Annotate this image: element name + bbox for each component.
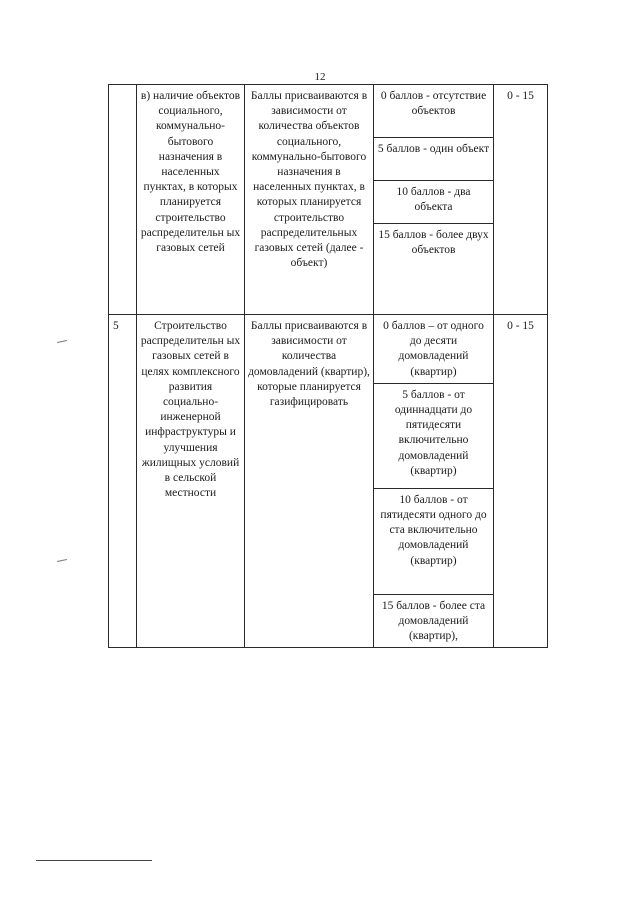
page-number: 12 xyxy=(314,71,326,83)
points-option-cell: 5 баллов - один объект xyxy=(374,138,494,181)
points-option-cell: 15 баллов - более двух объектов xyxy=(374,224,494,315)
table-row xyxy=(109,315,548,384)
points-option-cell: 15 баллов - более ста домовладений (квартир), xyxy=(374,594,494,648)
points-option-cell: 5 баллов - от одиннадцати до пятидесяти включительно домовладений (квартир) xyxy=(374,383,494,488)
table-row xyxy=(109,85,548,138)
row-number-cell xyxy=(109,85,137,315)
points-range-cell: 0 - 15 xyxy=(494,315,548,648)
criterion-name-cell: Строительство распределительн ых газовых сетей в целях комплексного развития социально-инженерной инфраструктуры и улучшения жилищных условий в сельской местности xyxy=(137,315,245,648)
points-option-cell: 0 баллов – от одного до десяти домовладений (квартир) xyxy=(374,315,494,384)
criterion-name-cell: в) наличие объектов социального, коммунально-бытового назначения в населенных пунктах, в которых планируется строительство распределительн ых газовых сетей xyxy=(137,85,245,315)
points-range-cell: 0 - 15 xyxy=(494,85,548,315)
points-option-cell: 10 баллов - от пятидесяти одного до ста включительно домовладений (квартир) xyxy=(374,488,494,594)
criteria-table xyxy=(108,84,548,648)
points-option-cell: 0 баллов - отсутствие объектов xyxy=(374,85,494,138)
criterion-description-cell: Баллы присваиваются в зависимости от количества домовладений (квартир), которые планируется газифицировать xyxy=(245,315,374,648)
footer-rule xyxy=(36,860,152,861)
footer-rule xyxy=(140,860,152,861)
scan-margin-mark xyxy=(57,559,67,562)
row-number-cell: 5 xyxy=(109,315,137,648)
criterion-description-cell: Баллы присваиваются в зависимости от количества объектов социального, коммунально-бытового назначения в населенных пунктах, в которых планируется строительство распределительных газовых сетей (далее - объект) xyxy=(245,85,374,315)
scan-margin-mark xyxy=(57,340,67,343)
points-option-cell: 10 баллов - два объекта xyxy=(374,181,494,224)
